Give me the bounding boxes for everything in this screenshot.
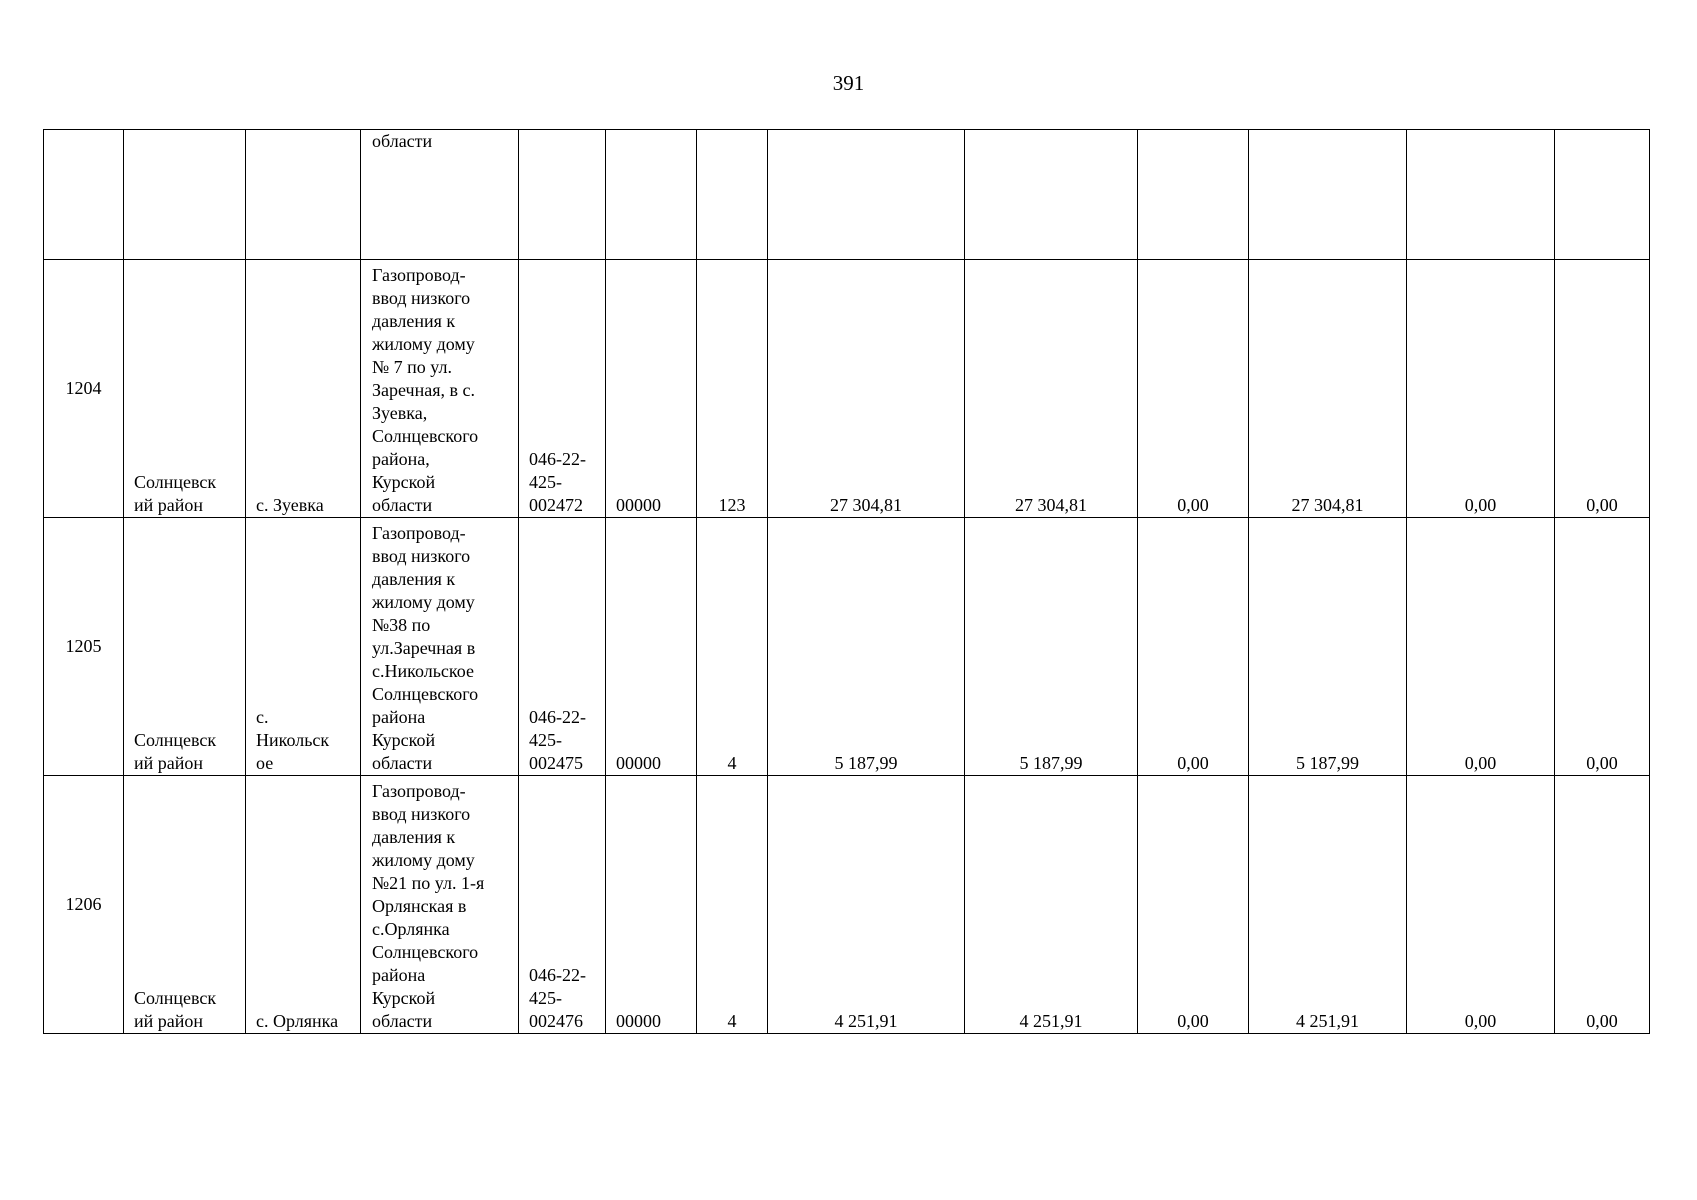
cont-v6-cell [1555,130,1650,260]
description-line: ввод низкого [372,546,471,566]
row-index: 1206 [44,776,124,1034]
description-line: Газопровод- [372,523,466,543]
description-cell [361,518,519,776]
code-line: 046-22- [529,965,586,985]
description-line: области [372,1011,433,1031]
description-line: ввод низкого [372,288,471,308]
c6-cell: 4 [697,518,768,776]
description-line: № 7 по ул. [372,357,452,377]
description-line: района, [372,449,430,469]
value-4-cell: 27 304,81 [1249,260,1407,518]
registry-table [43,129,1650,1034]
description-line: давления к [372,827,456,847]
value-3-cell: 0,00 [1138,518,1249,776]
settlement-line: ое [256,753,274,773]
code-line: 425- [529,988,562,1008]
description-line: области [372,495,433,515]
cont-c5-cell [606,130,697,260]
code-line: 425- [529,472,562,492]
cont-c6-cell [697,130,768,260]
description-line: №38 по [372,615,431,635]
c5-cell: 00000 [606,776,697,1034]
district-cell [124,776,246,1034]
description-line: Орлянская в [372,896,467,916]
value-4-cell: 4 251,91 [1249,776,1407,1034]
c6-cell: 123 [697,260,768,518]
value-6-cell: 0,00 [1555,260,1650,518]
district-line: ий район [134,495,204,515]
description-line: района [372,965,426,985]
district-line: Солнцевск [134,472,217,492]
table-row [44,518,1650,776]
description-line: ввод низкого [372,804,471,824]
code-line: 002475 [529,753,583,773]
district-line: Солнцевск [134,988,217,1008]
district-line: ий район [134,753,204,773]
description-line: области [372,753,433,773]
cont-v2-cell [965,130,1138,260]
settlement-cell [246,260,361,518]
c6-cell: 4 [697,776,768,1034]
description-line: Газопровод- [372,265,466,285]
value-1-cell: 27 304,81 [768,260,965,518]
value-1-cell: 4 251,91 [768,776,965,1034]
c5-cell: 00000 [606,260,697,518]
settlement-line: Никольск [256,730,330,750]
description-line: жилому дому [372,592,475,612]
district-cell [124,518,246,776]
cont-v4-cell [1249,130,1407,260]
district-line: ий район [134,1011,204,1031]
value-2-cell: 5 187,99 [965,518,1138,776]
description-line: Заречная, в с. [372,380,475,400]
settlement-line: с. Орлянка [256,1011,339,1031]
code-line: 002472 [529,495,583,515]
c5-cell: 00000 [606,518,697,776]
description-cell [361,260,519,518]
description-line: Курской [372,730,436,750]
cont-index-cell [44,130,124,260]
table-row [44,776,1650,1034]
continued-row [44,130,1650,260]
description-line: Солнцевского [372,426,479,446]
description-line: с.Орлянка [372,919,450,939]
row-index: 1205 [44,518,124,776]
description-line: жилому дому [372,850,475,870]
description-line: №21 по ул. 1-я [372,873,485,893]
value-5-cell: 0,00 [1407,260,1555,518]
cont-v5-cell [1407,130,1555,260]
description-line: давления к [372,569,456,589]
value-6-cell: 0,00 [1555,518,1650,776]
description-line: Солнцевского [372,942,479,962]
cont-settlement-cell [246,130,361,260]
settlement-line: с. Зуевка [256,495,324,515]
value-1-cell: 5 187,99 [768,518,965,776]
code-cell [519,260,606,518]
value-2-cell: 4 251,91 [965,776,1138,1034]
page-number: 391 [832,71,865,95]
table-row [44,260,1650,518]
settlement-cell [246,518,361,776]
value-2-cell: 27 304,81 [965,260,1138,518]
description-line: жилому дому [372,334,475,354]
code-cell [519,518,606,776]
description-line: давления к [372,311,456,331]
value-5-cell: 0,00 [1407,518,1555,776]
row-index: 1204 [44,260,124,518]
description-line: Зуевка, [372,403,428,423]
settlement-cell [246,776,361,1034]
cont-description-cell [361,130,519,260]
description-line: Солнцевского [372,684,479,704]
value-6-cell: 0,00 [1555,776,1650,1034]
description-line: Газопровод- [372,781,466,801]
value-3-cell: 0,00 [1138,260,1249,518]
settlement-line: с. [256,707,269,727]
value-3-cell: 0,00 [1138,776,1249,1034]
description-cell [361,776,519,1034]
district-cell [124,260,246,518]
description-line: Курской [372,472,436,492]
cont-district-cell [124,130,246,260]
cont-v1-cell [768,130,965,260]
value-5-cell: 0,00 [1407,776,1555,1034]
cont-code-cell [519,130,606,260]
description-line: с.Никольское [372,661,474,681]
code-line: 425- [529,730,562,750]
district-line: Солнцевск [134,730,217,750]
description-line: района [372,707,426,727]
code-cell [519,776,606,1034]
code-line: 002476 [529,1011,583,1031]
description-line: ул.Заречная в [372,638,476,658]
cont-description-line: области [372,131,433,151]
code-line: 046-22- [529,707,586,727]
code-line: 046-22- [529,449,586,469]
cont-v3-cell [1138,130,1249,260]
description-line: Курской [372,988,436,1008]
value-4-cell: 5 187,99 [1249,518,1407,776]
